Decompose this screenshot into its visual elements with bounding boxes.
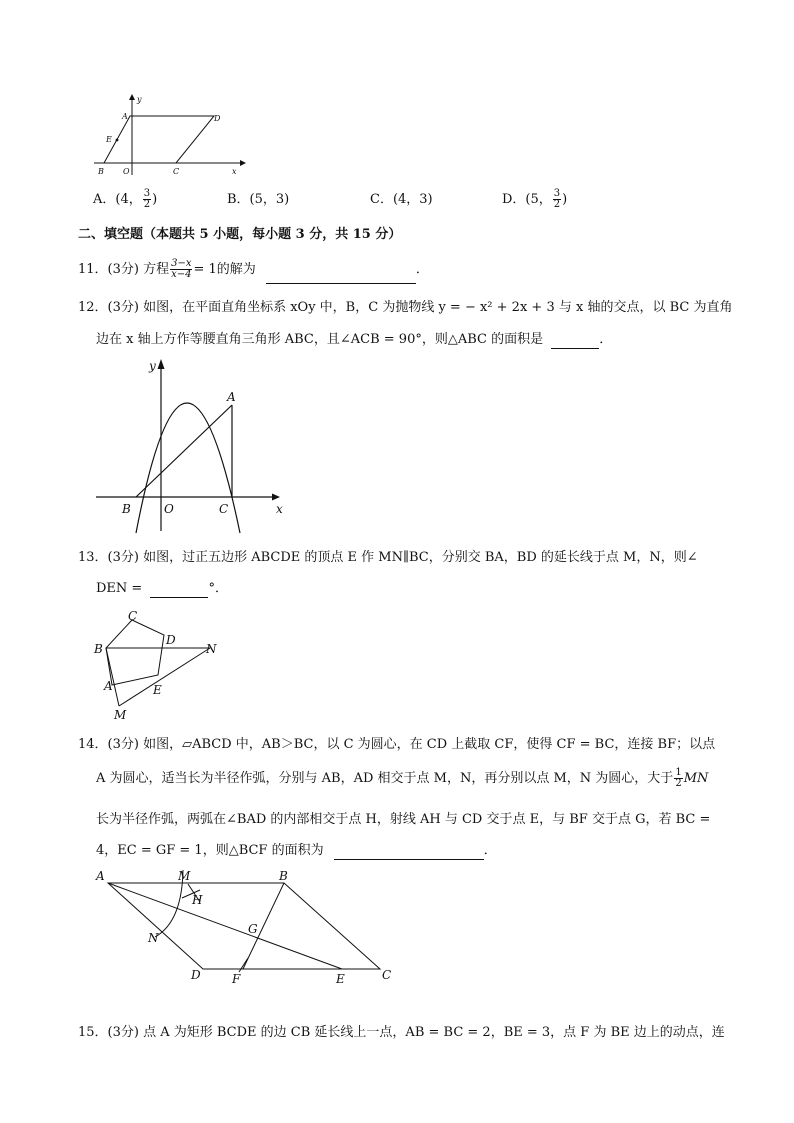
fig14-label-G: G [248,922,258,936]
q14-line4: 4，EC = GF = 1，则△BCF 的面积为 ． [96,843,497,858]
fig14-label-D: D [191,968,201,982]
q10-option-a: A．(4， $\frac{3}{2}$ ) [93,188,158,210]
q12-line2: 边在 x 轴上方作等腰直角三角形 ABC，且∠ACB = 90°，则△ABC 的面积是 ． [96,332,613,347]
q11-answer-blank[interactable] [266,269,416,284]
q13-figure [90,608,230,723]
q15-line1: 15．(3分) 点 A 为矩形 BCDE 的边 CB 延长线上一点，AB = BC = 2，BE = 3，点 F 为 BE 边上的动点，连 [78,1025,725,1040]
fig12-label-O: O [164,502,174,516]
fig14-label-N: N [148,931,159,945]
fig13-label-D: D [166,633,176,647]
q13-answer-blank[interactable] [150,583,208,598]
fig13-label-A: A [104,679,113,693]
fig13-label-M: M [114,708,127,722]
q14-line2: A 为圆心，适当长为半径作弧，分别与 AB，AD 相交于点 M，N，再分别以点 M，N 为圆心，大于 $\frac{1}{2}$ MN [96,767,709,789]
q12-answer-blank[interactable] [551,334,599,349]
q10-option-d: D．(5， $\frac{3}{2}$ ) [502,188,568,210]
q13-line1: 13．(3分) 如图，过正五边形 ABCDE 的顶点 E 作 MN∥BC，分别交 BA，BD 的延长线于点 M，N，则∠ [78,550,698,565]
fig10-label-D: D [214,114,221,123]
fig13-label-E: E [153,683,162,697]
fig10-label-A: A [122,112,128,121]
q10-option-b: B．(5，3) [227,192,290,207]
q14-answer-blank[interactable] [334,845,484,860]
fig10-label-E: E [106,135,112,144]
fig10-label-O: O [123,167,130,176]
fig10-label-B: B [98,167,104,176]
fig13-label-N: N [206,642,217,656]
fig14-label-C: C [382,968,392,982]
q12-line1: 12．(3分) 如图，在平面直角坐标系 xOy 中，B，C 为抛物线 y = − x² + 2x + 3 与 x 轴的交点，以 BC 为直角 [78,300,733,315]
fig14-label-E: E [336,972,345,986]
fig10-label-y: y [137,95,142,104]
section-heading: 二、填空题（本题共 5 小题，每小题 3 分，共 15 分） [78,227,402,242]
fig14-label-F: F [232,972,241,986]
q10-option-c: C．(4，3) [370,192,433,207]
q14-line3: 长为半径作弧，两弧在∠BAD 的内部相交于点 H，射线 AH 与 CD 交于点 E，与 BF 交于点 G，若 BC = [96,812,711,827]
fig13-label-B: B [94,642,103,656]
q14-figure [90,862,410,992]
fig14-label-M: M [178,869,191,883]
q10-figure [90,90,250,178]
fig12-label-B: B [122,502,131,516]
fig10-label-C: C [173,167,180,176]
fig14-label-H: H [192,893,203,907]
fig14-label-B: B [279,869,288,883]
fig13-label-C: C [128,609,138,623]
q13-line2: DEN = °． [96,581,228,596]
fig14-label-A: A [96,869,105,883]
fig12-label-y: y [149,359,156,373]
fig10-label-x: x [232,167,237,176]
fig12-label-A: A [227,390,236,404]
q14-line1: 14．(3分) 如图，▱ABCD 中，AB＞BC，以 C 为圆心，在 CD 上截取 CF，使得 CF = BC，连接 BF；以点 [78,737,716,752]
fig12-label-x: x [276,502,283,516]
q11-text: 11．(3分) 方程 $\frac{3-x}{x-4}$ = 1的解为 ． [78,256,429,284]
q12-figure [92,355,292,535]
fig12-label-C: C [219,502,229,516]
